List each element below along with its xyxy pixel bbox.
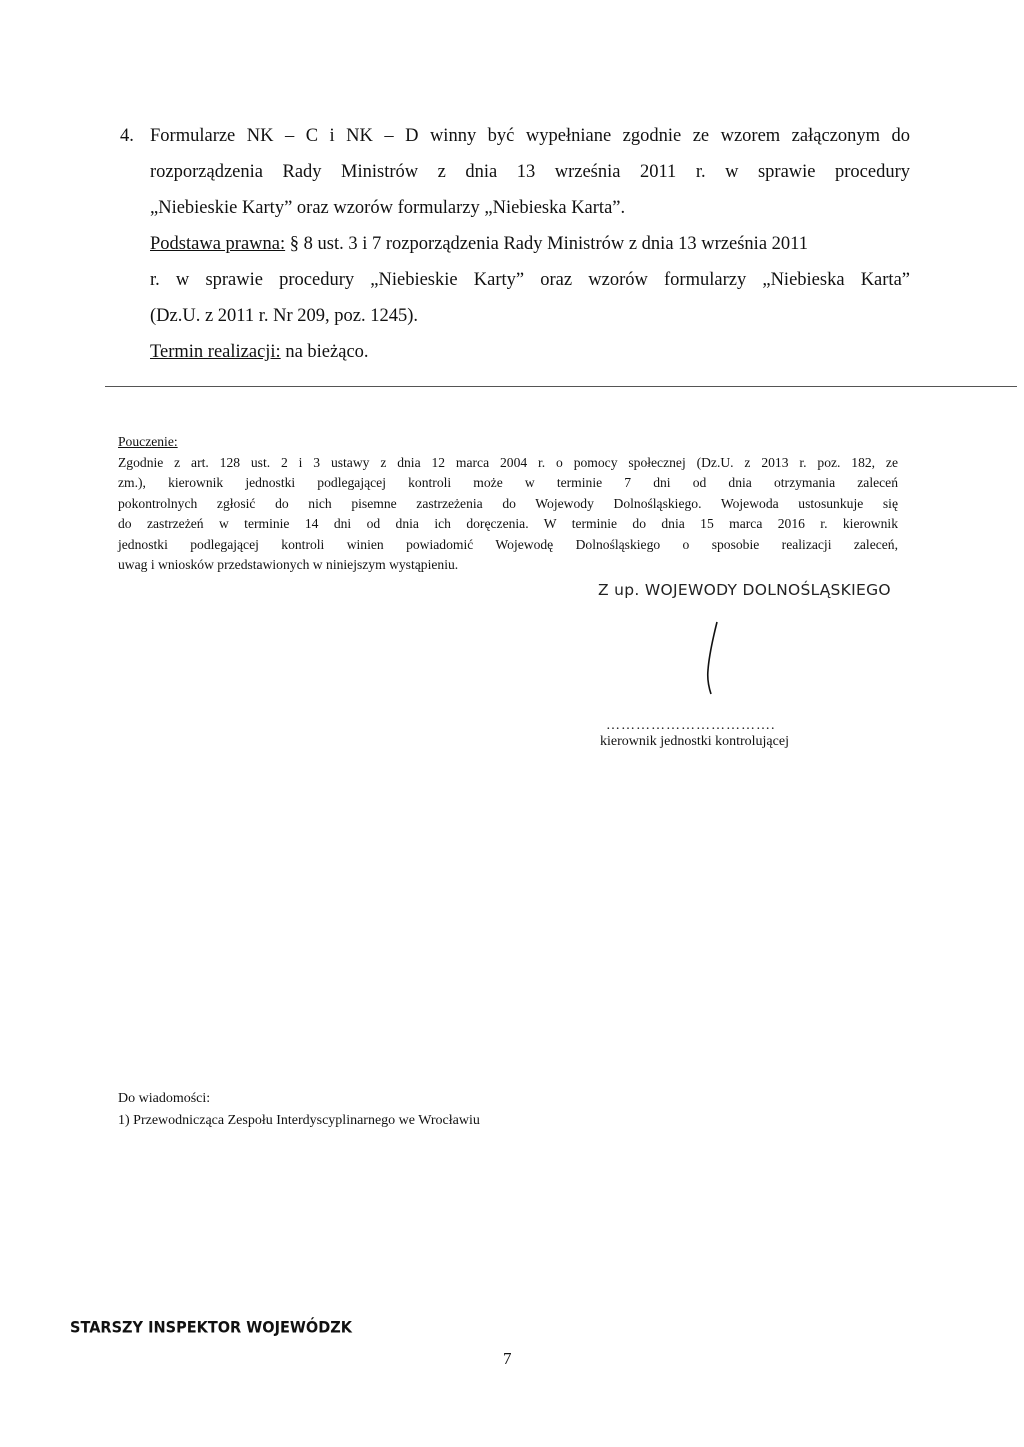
instruction-line: do zastrzeżeń w terminie 14 dni od dnia ich doręczenia. W terminie do dnia 15 marca 2016 r. kierownik bbox=[118, 516, 898, 531]
recipient-item: 1) Przewodnicząca Zespołu Interdyscyplinarnego we Wrocławiu bbox=[118, 1113, 480, 1128]
legal-basis bbox=[150, 234, 808, 255]
authorization-stamp: Z up. WOJEWODY DOLNOŚLĄSKIEGO bbox=[598, 581, 891, 599]
instruction-line: jednostki podlegającej kontroli winien powiadomić Wojewodę Dolnośląskiego o sposobie realizacji zaleceń, bbox=[118, 536, 898, 552]
legal-basis-line-3: (Dz.U. z 2011 r. Nr 209, poz. 1245). bbox=[150, 306, 419, 326]
instruction-line: pokontrolnych zgłosić do nich pisemne zastrzeżenia do Wojewody Dolnośląskiego. Wojewoda ustosunkuje się bbox=[118, 495, 898, 511]
instruction-line: uwag i wniosków przedstawionych w niniejszym wystąpieniu. bbox=[118, 557, 459, 572]
instruction-heading: Pouczenie: bbox=[118, 434, 178, 449]
item-line-2: rozporządzenia Rady Ministrów z dnia 13 września 2011 r. w sprawie procedury bbox=[150, 162, 910, 182]
item-line-1: Formularze NK – C i NK – D winny być wypełniane zgodnie ze wzorem załączonym do bbox=[150, 126, 910, 146]
item-line-3: „Niebieskie Karty” oraz wzorów formularzy „Niebieska Karta”. bbox=[150, 198, 626, 218]
inspector-stamp: STARSZY INSPEKTOR WOJEWÓDZK bbox=[70, 1319, 352, 1337]
divider bbox=[105, 386, 1017, 387]
legal-basis-line-2: r. w sprawie procedury „Niebieskie Karty” oraz wzorów formularzy „Niebieska Karta” bbox=[150, 270, 910, 290]
instruction-line: Zgodnie z art. 128 ust. 2 i 3 ustawy z dnia 12 marca 2004 r. o pomocy społecznej (Dz.U. z 2013 r. poz. 182, ze bbox=[118, 454, 898, 470]
deadline bbox=[150, 342, 369, 363]
recipients-block bbox=[118, 1088, 480, 1132]
deadline-label: Termin realizacji: bbox=[150, 342, 281, 362]
instruction-line: zm.), kierownik jednostki podlegającej kontroli może w terminie 7 dni od dnia otrzymania zaleceń bbox=[118, 475, 898, 490]
handwritten-signature bbox=[700, 618, 730, 698]
instruction-block bbox=[118, 432, 898, 576]
legal-basis-text: § 8 ust. 3 i 7 rozporządzenia Rady Ministrów z dnia 13 września 2011 bbox=[289, 234, 808, 254]
signature-line: ……………………………. bbox=[606, 718, 776, 733]
recipients-heading: Do wiadomości: bbox=[118, 1091, 211, 1106]
page-number: 7 bbox=[503, 1349, 512, 1368]
signature-caption: kierownik jednostki kontrolującej bbox=[600, 734, 789, 749]
item-number: 4. bbox=[120, 126, 134, 146]
deadline-text: na bieżąco. bbox=[285, 342, 369, 362]
legal-basis-label: Podstawa prawna: bbox=[150, 234, 286, 254]
